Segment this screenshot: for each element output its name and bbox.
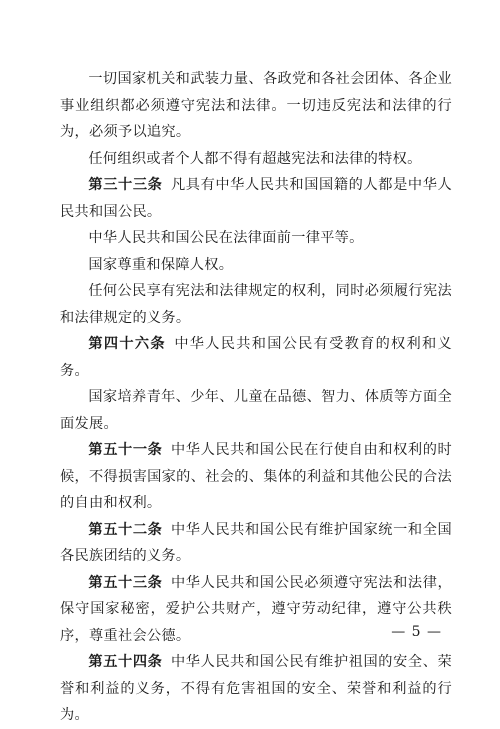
page-number: — 5 — bbox=[391, 624, 442, 640]
article-number: 第五十四条 bbox=[88, 654, 163, 670]
paragraph-text: 中华人民共和国公民有受教育的权利和义务。 bbox=[60, 336, 452, 379]
paragraph bbox=[60, 225, 452, 252]
article-number: 第五十三条 bbox=[88, 574, 163, 591]
paragraph-article-54 bbox=[60, 649, 452, 729]
paragraph bbox=[60, 252, 452, 279]
paragraph-text: 一切国家机关和武装力量、各政党和各社会团体、各企业事业组织都必须遵守宪法和法律。一切违反宪法和法律的行为，必须予以追究。 bbox=[60, 71, 452, 140]
paragraph bbox=[60, 384, 452, 437]
paragraph-text: 中华人民共和国公民有维护国家统一和全国各民族团结的义务。 bbox=[60, 521, 452, 564]
paragraph bbox=[60, 278, 452, 331]
paragraph-text: 任何组织或者个人都不得有超越宪法和法律的特权。 bbox=[88, 150, 422, 167]
paragraph-text: 中华人民共和国公民有维护祖国的安全、荣誉和利益的义务，不得有危害祖国的安全、荣誉和利益的行为。 bbox=[60, 654, 452, 723]
paragraph-article-52 bbox=[60, 517, 452, 570]
paragraph-text: 任何公民享有宪法和法律规定的权利，同时必须履行宪法和法律规定的义务。 bbox=[60, 283, 452, 326]
article-number: 第五十一条 bbox=[88, 442, 163, 458]
paragraph-text: 中华人民共和国公民在行使自由和权利的时候，不得损害国家的、社会的、集体的利益和其他公民的合法的自由和权利。 bbox=[60, 442, 452, 511]
paragraph-article-46 bbox=[60, 331, 452, 384]
paragraph-text: 中华人民共和国公民必须遵守宪法和法律，保守国家秘密，爱护公共财产，遵守劳动纪律，遵守公共秩序，尊重社会公德。 bbox=[60, 574, 452, 644]
paragraph-text: 凡具有中华人民共和国国籍的人都是中华人民共和国公民。 bbox=[60, 177, 452, 220]
paragraph bbox=[60, 66, 452, 146]
article-number: 第三十三条 bbox=[88, 177, 163, 193]
article-number: 第四十六条 bbox=[88, 336, 166, 352]
paragraph-text: 国家尊重和保障人权。 bbox=[88, 256, 234, 273]
paragraph bbox=[60, 146, 452, 173]
paragraph-article-51 bbox=[60, 437, 452, 517]
paragraph-text: 国家培养青年、少年、儿童在品德、智力、体质等方面全面发展。 bbox=[60, 389, 452, 432]
paragraph-article-33 bbox=[60, 172, 452, 225]
paragraph-text: 中华人民共和国公民在法律面前一律平等。 bbox=[88, 230, 364, 246]
article-number: 第五十二条 bbox=[88, 521, 163, 538]
